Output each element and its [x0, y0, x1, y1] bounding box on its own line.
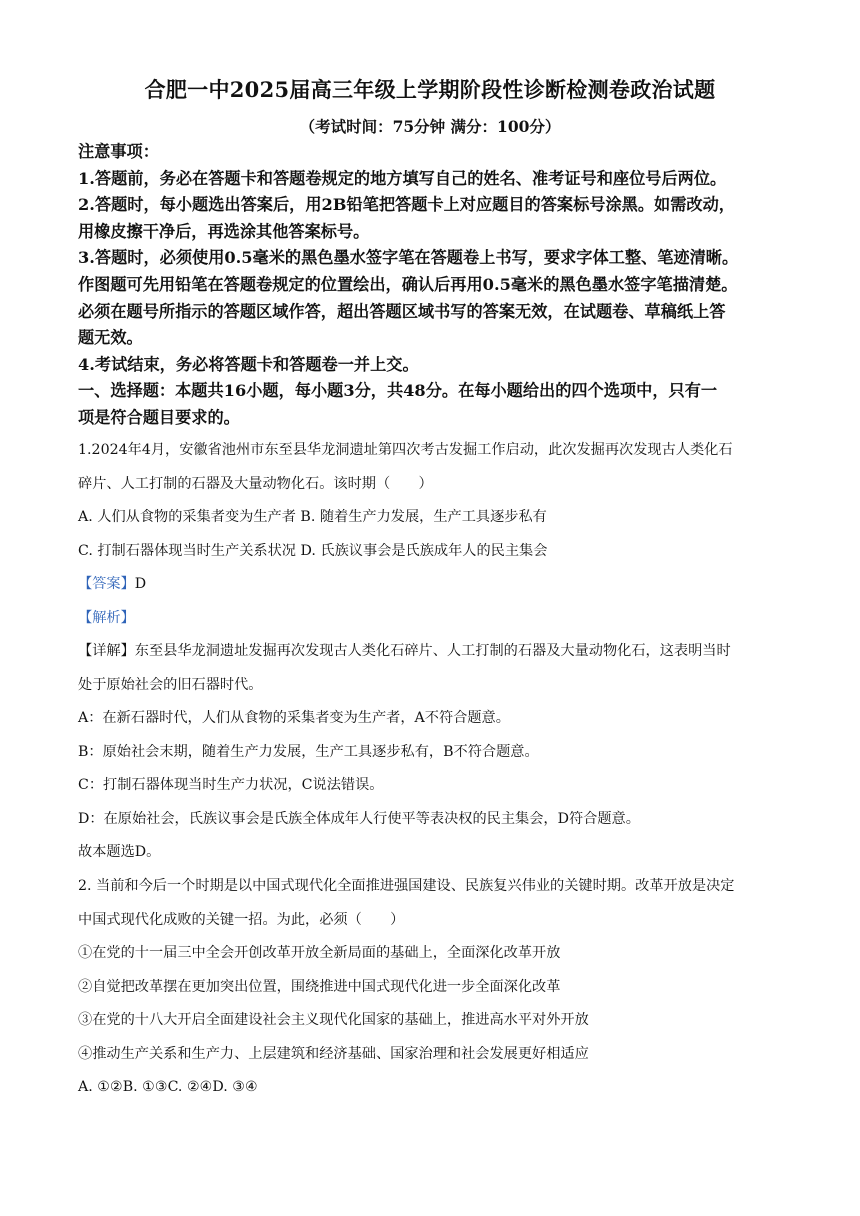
detail-line: B：原始社会末期，随着生产力发展，生产工具逐步私有，B不符合题意。: [78, 743, 539, 760]
notice-line: 必须在题号所指示的答题区域作答，超出答题区域书写的答案无效，在试题卷、草稿纸上答: [78, 301, 726, 321]
question-options: C. 打制石器体现当时生产关系状况 D. 氏族议事会是氏族成年人的民主集会: [78, 542, 548, 559]
exam-subtitle: （考试时间：75分钟 满分：100分）: [299, 117, 561, 136]
notice-line: 作图题可先用铅笔在答题卷规定的位置绘出，确认后再用0.5毫米的黑色墨水签字笔描清楚。: [78, 274, 738, 294]
detail-line: 处于原始社会的旧石器时代。: [78, 676, 263, 693]
section-heading: 一、选择题：本题共16小题，每小题3分，共48分。在每小题给出的四个选项中，只有一: [78, 381, 718, 401]
notice-line: 4.考试结束，务必将答题卡和答题卷一并上交。: [78, 354, 419, 374]
answer-line: [78, 568, 790, 602]
exam-title: 合肥一中2025届高三年级上学期阶段性诊断检测卷政治试题: [144, 77, 716, 102]
answer-value: D: [134, 576, 147, 592]
question-stem: 碎片、人工打制的石器及大量动物化石。该时期（ ）: [78, 475, 433, 492]
question-item: ①在党的十一届三中全会开创改革开放全新局面的基础上，全面深化改革开放: [78, 945, 561, 961]
question-item: ③在党的十八大开启全面建设社会主义现代化国家的基础上，推进高水平对外开放: [78, 1012, 589, 1028]
detail-line: C：打制石器体现当时生产力状况，C说法错误。: [78, 777, 384, 793]
answer-label: 【答案】: [78, 576, 135, 592]
question-1: [78, 434, 790, 870]
detail-label: 【详解】: [78, 643, 135, 659]
detail-line: A：在新石器时代，人们从食物的采集者变为生产者，A不符合题意。: [78, 710, 510, 726]
question-stem: 2. 当前和今后一个时期是以中国式现代化全面推进强国建设、民族复兴伟业的关键时期。改革开放是决定: [78, 878, 735, 894]
detail-line: 故本题选D。: [78, 844, 161, 860]
question-options: A. 人们从食物的采集者变为生产者 B. 随着生产力发展，生产工具逐步私有: [78, 509, 547, 525]
question-item: ④推动生产关系和生产力、上层建筑和经济基础、国家治理和社会发展更好相适应: [78, 1045, 589, 1062]
notice-line: 1.答题前，务必在答题卡和答题卷规定的地方填写自己的姓名、准考证号和座位号后两位。: [78, 168, 727, 188]
notice-section: [78, 139, 790, 432]
question-stem: 中国式现代化成败的关键一招。为此，必须（ ）: [78, 911, 405, 928]
question-options: A. ①②B. ①③C. ②④D. ③④: [78, 1079, 258, 1095]
analysis-label: 【解析】: [78, 609, 135, 626]
question-stem: 1.2024年4月，安徽省池州市东至县华龙洞遗址第四次考古发掘工作启动，此次发掘再次发现古人类化石: [78, 442, 733, 458]
notice-line: 3.答题时，必须使用0.5毫米的黑色墨水签字笔在答题卷上书写，要求字体工整、笔迹清晰。: [78, 248, 739, 268]
detail-line: D：在原始社会，氏族议事会是氏族全体成年人行使平等表决权的民主集会，D符合题意。: [78, 810, 640, 827]
notice-heading: 注意事项：: [78, 142, 159, 161]
notice-line: 用橡皮擦干净后，再选涂其他答案标号。: [78, 221, 370, 241]
notice-line: 2.答题时，每小题选出答案后，用2B铅笔把答题卡上对应题目的答案标号涂黑。如需改动，: [78, 195, 735, 215]
section-heading: 项是符合题目要求的。: [78, 407, 240, 427]
question-item: ②自觉把改革摆在更加突出位置，围绕推进中国式现代化进一步全面深化改革: [78, 978, 561, 995]
question-2: [78, 870, 790, 1105]
notice-line: 题无效。: [78, 328, 143, 348]
detail-text: 东至县华龙洞遗址发掘再次发现古人类化石碎片、人工打制的石器及大量动物化石，这表明当时: [134, 643, 731, 659]
detail-line: [78, 635, 790, 669]
